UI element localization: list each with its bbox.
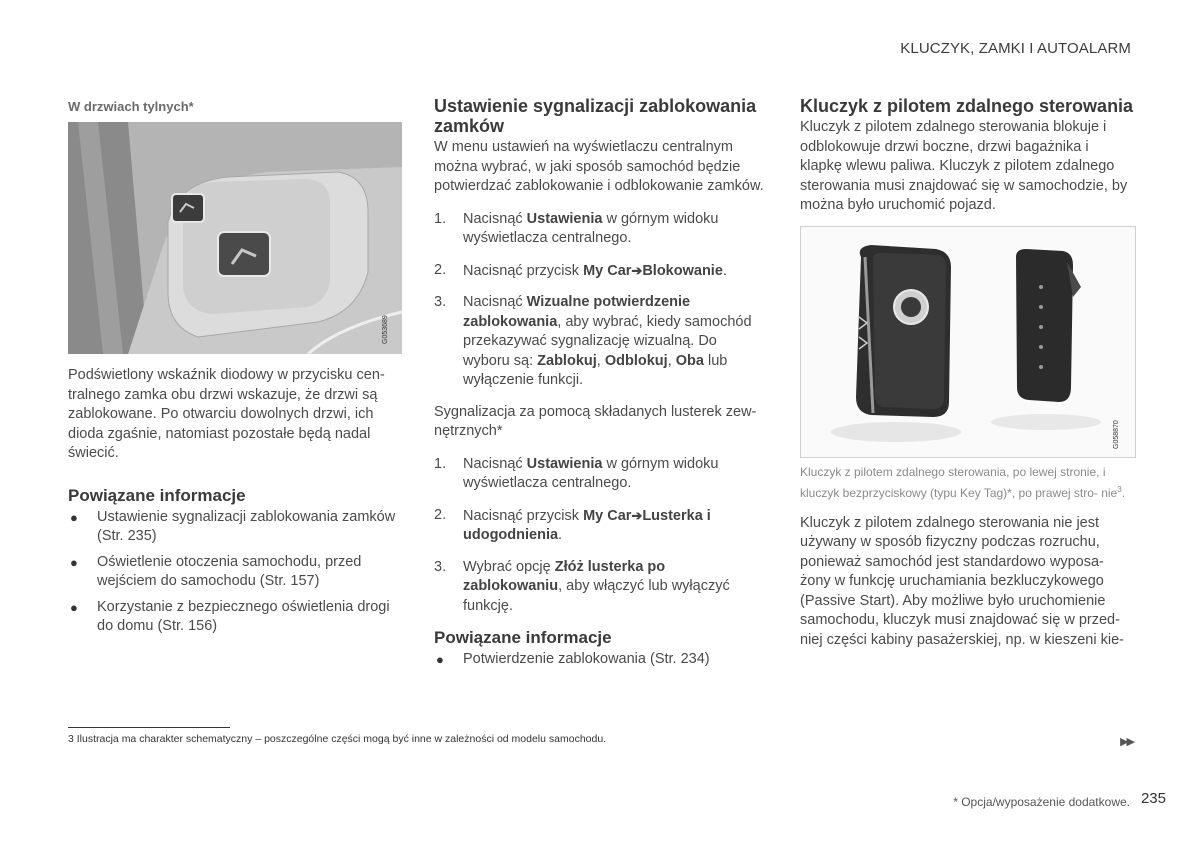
related-item[interactable]: ● Oświetlenie otoczenia samochodu, przed wejściem do samochodu (Str. 157) [70, 553, 362, 589]
door-button-illustration [68, 122, 402, 354]
step-item: 1. Nacisnąć Ustawienia w górnym widoku wyświetlacza centralnego. [434, 455, 719, 491]
image-code: G053689 [382, 315, 389, 344]
section-heading: Kluczyk z pilotem zdalnego sterowania [800, 96, 1134, 116]
section-heading: Ustawienie sygnalizacji zablokowania zamków [434, 96, 757, 136]
column-right [800, 96, 1134, 650]
arrow-right-icon: ➔ [631, 507, 643, 523]
next-page-arrows-icon[interactable]: ▶▶ [1120, 736, 1133, 748]
related-heading: Powiązane informacje [434, 628, 612, 647]
related-heading: Powiązane informacje [68, 485, 246, 505]
image-code: G058870 [1113, 419, 1120, 449]
bullet-icon: ● [70, 554, 78, 570]
step-item: 2. Nacisnąć przycisk My Car➔Blokowanie. [434, 261, 727, 279]
paragraph: Podświetlony wskaźnik diodowy w przycisku cen- tralnego zamka obu drzwi wskazuje, że drzwi są zablokowane. Po otwarciu dowolnych drzwi, ich dioda zgaśnie, natomiast pozostałe będą nadal świecić. [68, 367, 385, 461]
bullet-icon: ● [70, 509, 78, 525]
related-list [68, 508, 402, 637]
step-item: 3. Wybrać opcję Złóż lusterka po zablokowaniu, aby włączyć lub wyłączyć funkcję. [434, 558, 730, 614]
related-item[interactable]: ● Korzystanie z bezpiecznego oświetlenia drogi do domu (Str. 156) [70, 598, 390, 634]
arrow-right-icon: ➔ [631, 262, 643, 278]
step-item: 3. Nacisnąć Wizualne potwierdzenie zablokowania, aby wybrać, kiedy samochód przekazywać sygnalizację wizualną. Do wyboru są: Zablokuj, Odblokuj, Oba lub wyłączenie funkcji. [434, 294, 752, 388]
steps-list-lock [434, 210, 764, 391]
footnote-divider [68, 727, 230, 728]
subheading: W drzwiach tylnych* [68, 99, 194, 114]
step-item: 1. Nacisnąć Ustawienia w górnym widoku wyświetlacza centralnego. [434, 210, 719, 246]
page-number: 235 [1140, 790, 1166, 807]
related-item[interactable]: ● Potwierdzenie zablokowania (Str. 234) [434, 650, 764, 670]
column-middle [434, 96, 764, 676]
footer-note: * Opcja/wyposażenie dodatkowe. [953, 795, 1130, 809]
body-paragraph: Kluczyk z pilotem zdalnego sterowania nie jest używany w sposób fizyczny podczas rozruchu, ponieważ samochód jest standardowo wyposa- żony w funkcję uruchamiania bezkluczykowego (Passive Start). Aby możliwe było uruchomienie samochodu, kluczyk musi znajdować się w przed- niej części kabiny pasażerskiej, np. w kieszeni kie- [800, 514, 1124, 648]
footnote: 3 Ilustracja ma charakter schematyczny – poszczególne części mogą być inne w zależności od modelu samochodu. [68, 733, 607, 745]
door-panel-image [68, 122, 402, 354]
step-item: 2. Nacisnąć przycisk My Car➔Lusterka i udogodnienia. [434, 506, 711, 543]
bullet-icon: ● [436, 652, 444, 667]
related-item[interactable]: ● Ustawienie sygnalizacji zablokowania zamków (Str. 235) [70, 508, 396, 544]
key-image [801, 227, 1135, 457]
remote-key-illustration [800, 226, 1136, 458]
intro-paragraph: Kluczyk z pilotem zdalnego sterowania blokuje i odblokowuje drzwi boczne, drzwi bagażnika i klapkę wlewu paliwa. Kluczyk z pilotem zdalnego sterowania musi znajdować się w samochodzie, by można było uruchomić pojazd. [800, 119, 1128, 213]
column-left [68, 96, 402, 643]
intro-paragraph: W menu ustawień na wyświetlaczu centralnym można wybrać, w jaki sposób samochód będzie potwierdzać zablokowanie i odblokowanie zamków. [434, 139, 764, 194]
image-caption: Kluczyk z pilotem zdalnego sterowania, po lewej stronie, i kluczyk bezprzyciskowy (typu Key Tag)*, po prawej stro- nie$^3$. [800, 464, 1126, 500]
steps-list-mirrors [434, 455, 764, 617]
running-header: KLUCZYK, ZAMKI I AUTOALARM [900, 40, 1131, 57]
bullet-icon: ● [70, 599, 78, 615]
related-list [434, 650, 764, 670]
mirror-paragraph: Sygnalizacja za pomocą składanych lusterek zew- nętrznych* [434, 403, 757, 439]
